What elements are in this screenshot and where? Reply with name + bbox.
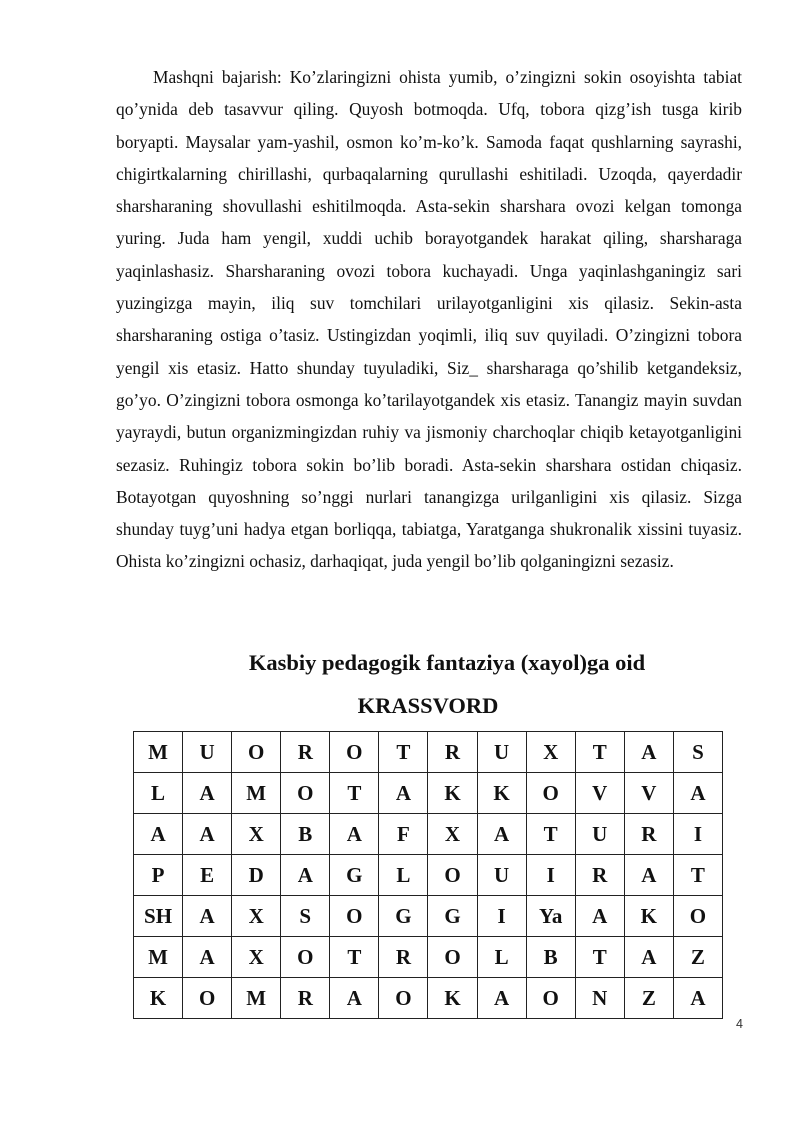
crossword-body bbox=[134, 732, 723, 1019]
exercise-paragraph: Mashqni bajarish: Ko’zlaringizni ohista yumib, o’zingizni sokin osoyishta tabiat qo’ynida deb tasavvur qiling. Quyosh botmoqda. Ufq, tobora qizg’ish tusga kirib boryapti. Maysalar yam-yashil, osmon ko’m-ko’k. Samoda faqat qushlarning sayrashi, chigirtkalarning chirillashi, qurbaqalarning qurullashi eshitiladi. Uzoqda, qayerdadir sharsharaning shovullashi eshitilmoqda. Asta-sekin sharshara ovozi kelgan tomonga yuring. Juda ham yengil, xuddi uchib borayotgandek harakat qiling, sharsharaga yaqinlashasiz. Sharsharaning ovozi tobora kuchayadi. Unga yaqinlashganingiz sari yuzingizga mayin, iliq suv tomchilari urilayotganligini xis qilasiz. Sekin-asta sharsharaning ostiga o’tasiz. Ustingizdan yoqimli, iliq suv quyiladi. O’zingizni tobora yengil xis etasiz. Hatto shunday tuyuladiki, Siz_ sharsharaga qo’shilib ketgandeksiz, go’yo. O’zingizni tobora osmonga ko’tarilayotgandek xis etasiz. Tanangiz mayin suvdan yayraydi, butun organizmingizdan ruhiy va jismoniy charchoqlar chiqib ketayotganligini sezasiz. Ruhingiz tobora sokin bo’lib boradi. Asta-sekin sharshara ostidan chiqasiz. Botayotgan quyoshning so’nggi nurlari tanangizga urilganligini xis qilasiz. Sizga shunday tuyg’uni hadya etgan borliqqa, tabiatga, Yaratganga shukronalik xissini tuyasiz. Ohista ko’zingizni ochasiz, darhaqiqat, juda yengil bo’lib qolganingizni sezasiz. bbox=[116, 67, 742, 572]
crossword-cell: A bbox=[477, 814, 526, 855]
crossword-cell: T bbox=[330, 937, 379, 978]
crossword-cell: A bbox=[673, 773, 722, 814]
crossword-row bbox=[134, 937, 723, 978]
crossword-cell: A bbox=[330, 978, 379, 1019]
crossword-row bbox=[134, 732, 723, 773]
crossword-cell: R bbox=[281, 978, 330, 1019]
crossword-cell: A bbox=[183, 814, 232, 855]
crossword-cell: A bbox=[624, 732, 673, 773]
crossword-cell: M bbox=[134, 937, 183, 978]
crossword-cell: T bbox=[330, 773, 379, 814]
crossword-cell: D bbox=[232, 855, 281, 896]
crossword-row bbox=[134, 855, 723, 896]
crossword-cell: B bbox=[281, 814, 330, 855]
crossword-cell: X bbox=[526, 732, 575, 773]
crossword-cell: U bbox=[575, 814, 624, 855]
crossword-cell: T bbox=[575, 937, 624, 978]
page-number: 4 bbox=[736, 1017, 743, 1031]
crossword-cell: X bbox=[232, 814, 281, 855]
crossword-cell: O bbox=[232, 732, 281, 773]
crossword-cell: O bbox=[428, 937, 477, 978]
crossword-cell: Z bbox=[673, 937, 722, 978]
crossword-cell: Z bbox=[624, 978, 673, 1019]
crossword-cell: V bbox=[624, 773, 673, 814]
crossword-cell: M bbox=[232, 773, 281, 814]
crossword-cell: O bbox=[330, 732, 379, 773]
crossword-cell: A bbox=[281, 855, 330, 896]
crossword-cell: X bbox=[232, 896, 281, 937]
section-title: Kasbiy pedagogik fantaziya (xayol)ga oid bbox=[248, 650, 646, 675]
crossword-cell: T bbox=[526, 814, 575, 855]
crossword-cell: U bbox=[477, 855, 526, 896]
crossword-cell: A bbox=[183, 896, 232, 937]
crossword-cell: A bbox=[134, 814, 183, 855]
crossword-cell: E bbox=[183, 855, 232, 896]
crossword-grid bbox=[133, 731, 723, 1019]
crossword-cell: L bbox=[477, 937, 526, 978]
crossword-cell: K bbox=[134, 978, 183, 1019]
crossword-cell: O bbox=[330, 896, 379, 937]
crossword-cell: A bbox=[575, 896, 624, 937]
crossword-cell: O bbox=[281, 773, 330, 814]
crossword-row bbox=[134, 814, 723, 855]
crossword-cell: G bbox=[379, 896, 428, 937]
crossword-cell: U bbox=[183, 732, 232, 773]
crossword-cell: K bbox=[477, 773, 526, 814]
crossword-cell: R bbox=[281, 732, 330, 773]
crossword-cell: L bbox=[379, 855, 428, 896]
crossword-cell: A bbox=[183, 937, 232, 978]
crossword-cell: I bbox=[526, 855, 575, 896]
crossword-cell: O bbox=[526, 978, 575, 1019]
crossword-cell: T bbox=[673, 855, 722, 896]
crossword-cell: A bbox=[477, 978, 526, 1019]
crossword-cell: G bbox=[330, 855, 379, 896]
crossword-cell: A bbox=[379, 773, 428, 814]
crossword-cell: O bbox=[281, 937, 330, 978]
crossword-cell: T bbox=[575, 732, 624, 773]
crossword-cell: I bbox=[673, 814, 722, 855]
crossword-row bbox=[134, 896, 723, 937]
crossword-cell: F bbox=[379, 814, 428, 855]
crossword-cell: R bbox=[624, 814, 673, 855]
crossword-cell: O bbox=[379, 978, 428, 1019]
crossword-cell: O bbox=[428, 855, 477, 896]
crossword-cell: A bbox=[624, 937, 673, 978]
crossword-cell: I bbox=[477, 896, 526, 937]
crossword-cell: A bbox=[624, 855, 673, 896]
crossword-cell: G bbox=[428, 896, 477, 937]
crossword-cell: S bbox=[281, 896, 330, 937]
crossword-cell: X bbox=[428, 814, 477, 855]
crossword-cell: R bbox=[428, 732, 477, 773]
crossword-cell: K bbox=[428, 773, 477, 814]
crossword-cell: R bbox=[379, 937, 428, 978]
crossword-cell: L bbox=[134, 773, 183, 814]
crossword-row bbox=[134, 978, 723, 1019]
crossword-cell: O bbox=[673, 896, 722, 937]
crossword-cell: O bbox=[526, 773, 575, 814]
crossword-cell: V bbox=[575, 773, 624, 814]
crossword-cell: U bbox=[477, 732, 526, 773]
crossword-cell: M bbox=[134, 732, 183, 773]
crossword-cell: K bbox=[428, 978, 477, 1019]
crossword-row bbox=[134, 773, 723, 814]
crossword-cell: X bbox=[232, 937, 281, 978]
crossword-cell: M bbox=[232, 978, 281, 1019]
crossword-cell: P bbox=[134, 855, 183, 896]
crossword-cell: R bbox=[575, 855, 624, 896]
crossword-cell: O bbox=[183, 978, 232, 1019]
crossword-cell: A bbox=[183, 773, 232, 814]
crossword-title: KRASSVORD bbox=[357, 693, 499, 718]
crossword-cell: Ya bbox=[526, 896, 575, 937]
crossword-cell: B bbox=[526, 937, 575, 978]
crossword-cell: K bbox=[624, 896, 673, 937]
crossword-cell: A bbox=[330, 814, 379, 855]
crossword-cell: T bbox=[379, 732, 428, 773]
crossword-cell: A bbox=[673, 978, 722, 1019]
crossword-cell: SH bbox=[134, 896, 183, 937]
crossword-cell: S bbox=[673, 732, 722, 773]
crossword-cell: N bbox=[575, 978, 624, 1019]
